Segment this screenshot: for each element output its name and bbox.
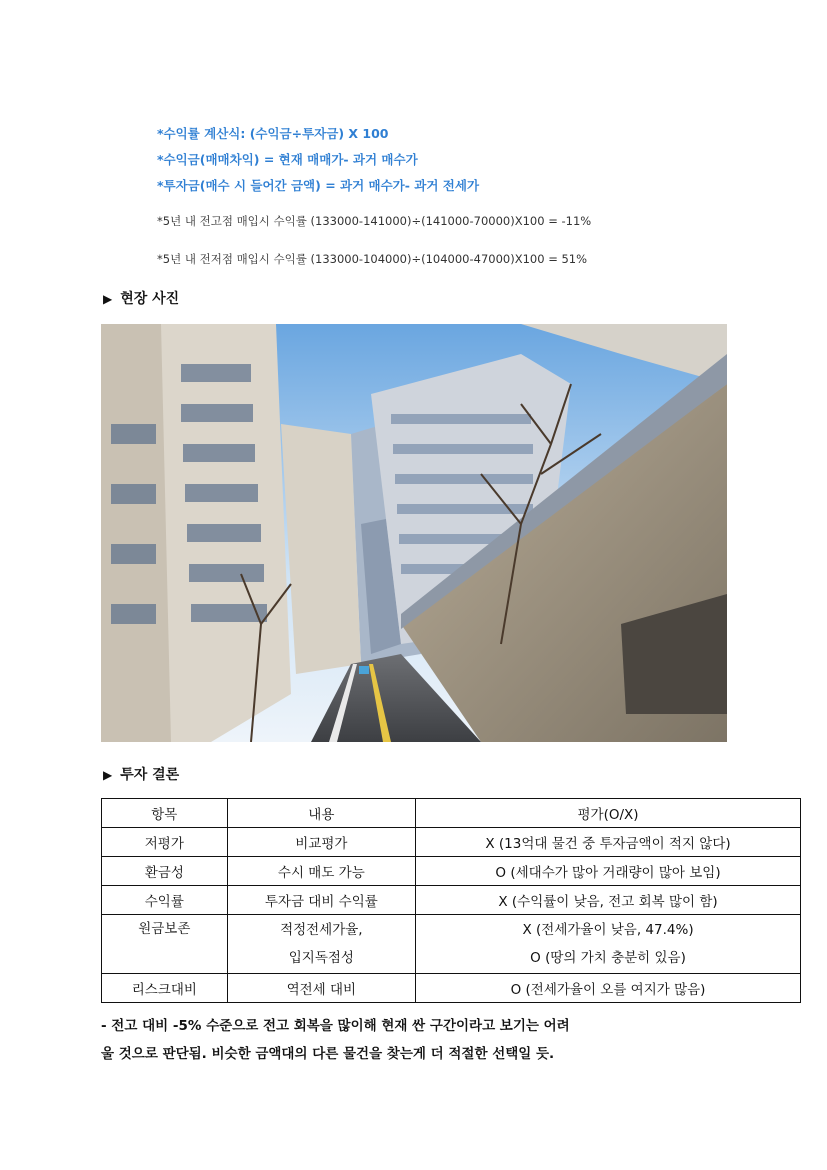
table-row (102, 857, 801, 886)
cell-content: 수시 매도 가능 (227, 857, 415, 886)
cell-content (227, 915, 415, 974)
triangle-right-icon: ▶ (103, 768, 113, 782)
cell-eval: O (세대수가 많아 거래량이 많아 보임) (416, 857, 801, 886)
cell-content: 비교평가 (227, 828, 415, 857)
calc-high-point: *5년 내 전고점 매입시 수익률 (133000-141000)÷(141000-70000)X100 = -11% (157, 214, 592, 228)
cell-item: 환금성 (102, 857, 228, 886)
table-row (102, 886, 801, 915)
cell-eval (416, 915, 801, 974)
cell-item: 저평가 (102, 828, 228, 857)
formula-investment: *투자금(매수 시 들어간 금액) = 과거 매수가- 과거 전세가 (157, 178, 480, 193)
cell-eval-line: X (전세가율이 낮음, 47.4%) (522, 922, 694, 938)
conclusion-paragraph (101, 1012, 761, 1068)
table-header-row (102, 799, 801, 828)
cell-eval-line: O (땅의 가치 충분히 있음) (530, 950, 686, 966)
table-row (102, 974, 801, 1003)
triangle-right-icon: ▶ (103, 292, 113, 306)
cell-content-line: 적정전세가율, (280, 922, 363, 938)
header-eval: 평가(O/X) (416, 799, 801, 828)
section-heading-photo-label: 현장 사진 (120, 291, 180, 307)
formula-yield: *수익률 계산식: (수익금÷투자금) X 100 (157, 126, 389, 141)
investment-conclusion-table (101, 798, 801, 1003)
conclusion-line: 울 것으로 판단됨. 비슷한 금액대의 다른 물건을 찾는게 더 적절한 선택일 듯. (101, 1046, 555, 1062)
cell-eval: X (수익률이 낮음, 전고 회복 많이 함) (416, 886, 801, 915)
cell-eval: X (13억대 물건 중 투자금액이 적지 않다) (416, 828, 801, 857)
conclusion-line: - 전고 대비 -5% 수준으로 전고 회복을 많이해 현재 싼 구간이라고 보기는 어려 (101, 1018, 570, 1034)
cell-item: 리스크대비 (102, 974, 228, 1003)
cell-item: 원금보존 (102, 915, 228, 974)
section-heading-conclusion-label: 투자 결론 (120, 767, 180, 783)
section-heading-conclusion (103, 764, 179, 784)
cell-item: 수익률 (102, 886, 228, 915)
table-row (102, 915, 801, 974)
site-photo (101, 324, 727, 742)
header-item: 항목 (102, 799, 228, 828)
calc-low-point: *5년 내 전저점 매입시 수익률 (133000-104000)÷(104000-47000)X100 = 51% (157, 252, 588, 266)
cell-content: 역전세 대비 (227, 974, 415, 1003)
formula-profit: *수익금(매매차익) = 현재 매매가- 과거 매수가 (157, 152, 418, 167)
cell-content: 투자금 대비 수익률 (227, 886, 415, 915)
table-row (102, 828, 801, 857)
cell-eval: O (전세가율이 오를 여지가 많음) (416, 974, 801, 1003)
cell-content-line: 입지독점성 (288, 950, 354, 966)
site-photo-illustration (101, 324, 727, 742)
header-content: 내용 (227, 799, 415, 828)
section-heading-photo (103, 288, 179, 308)
